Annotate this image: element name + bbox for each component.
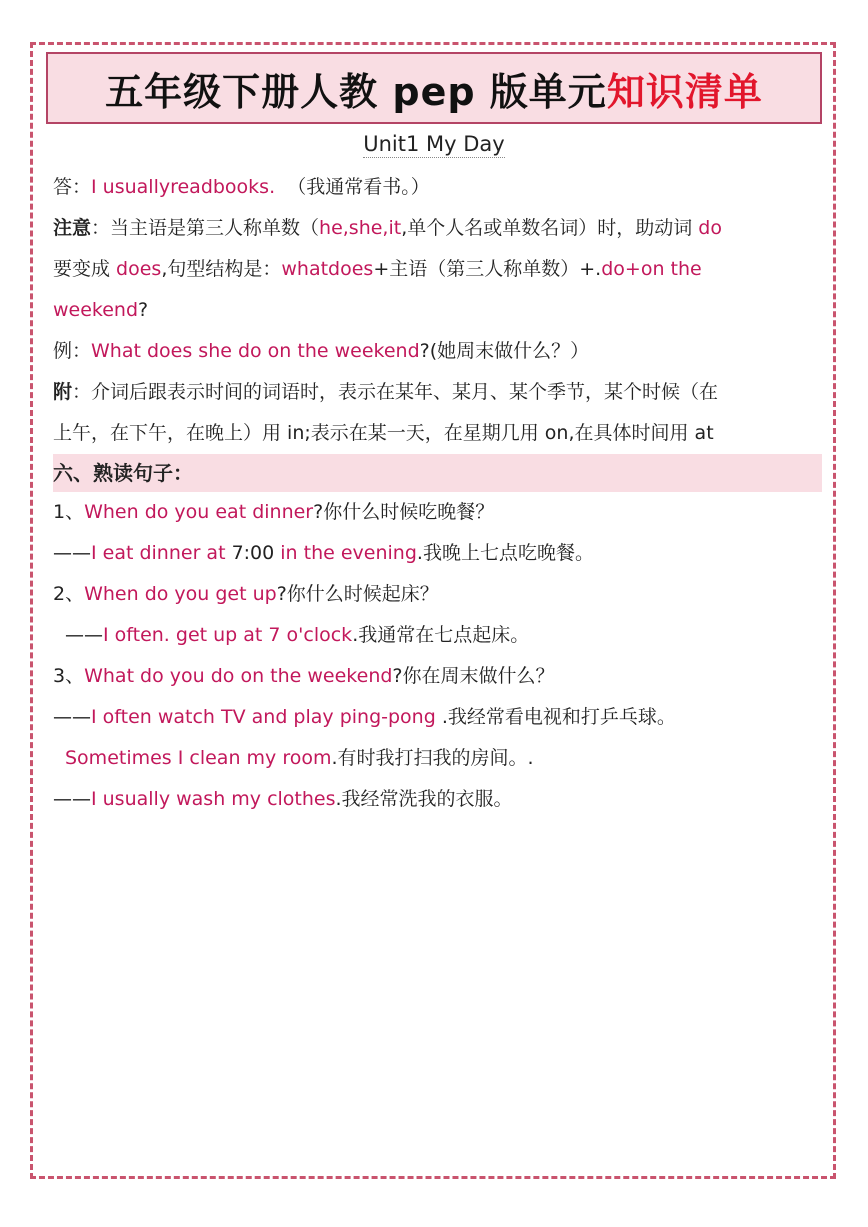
sentence-3 xyxy=(53,656,819,697)
section-title: 六、熟读句子： xyxy=(53,461,193,485)
section-heading xyxy=(53,454,822,492)
note-text-6: ? xyxy=(138,299,149,321)
answer-4 xyxy=(53,779,819,820)
note-text-1: ：当主语是第三人称单数（ xyxy=(91,217,320,239)
answer-4-chinese: .我经常洗我的衣服。 xyxy=(335,788,513,810)
answer-1-chinese: .我晚上七点吃晚餐。 xyxy=(416,542,594,564)
note-whatdoes: whatdoes xyxy=(281,258,374,280)
answer-3b-chinese: .有时我打扫我的房间。. xyxy=(331,747,534,769)
appendix-paragraph xyxy=(53,372,819,454)
answer-2-chinese: .我通常在七点起床。 xyxy=(352,624,530,646)
answer-2-time: 7 o'clock xyxy=(268,624,353,646)
note-label: 注意 xyxy=(53,217,92,239)
note-text-2: ,单个人名或单数名词）时，助动词 xyxy=(401,217,699,239)
answer-4-english: I usually wash my clothes xyxy=(91,788,336,810)
answer-4-dash: —— xyxy=(53,788,91,810)
example-chinese: ?(她周末做什么？） xyxy=(419,340,590,362)
sentence-1-chinese: ?你什么时候吃晚餐？ xyxy=(313,501,495,523)
note-text-3: 要变成 xyxy=(53,258,117,280)
sentence-2-chinese: ?你什么时候起床？ xyxy=(276,583,439,605)
answer-1-time: 7:00 xyxy=(231,542,275,564)
sentence-3-chinese: ?你在周末做什么？ xyxy=(392,665,555,687)
answer-2 xyxy=(53,615,819,656)
sentence-2-english: When do you get up xyxy=(84,583,277,605)
answer-2-english: I often. get up at xyxy=(103,624,269,646)
sentence-3-english: What do you do on the weekend xyxy=(84,665,393,687)
answer-2-dash: —— xyxy=(65,624,103,646)
answer-3-chinese: .我经常看电视和打乒乓球。 xyxy=(435,706,676,728)
note-text-4: ,句型结构是： xyxy=(161,258,282,280)
note-weekend: weekend xyxy=(53,299,139,321)
title-main: 五年级下册人教 pep 版单元 xyxy=(105,69,607,114)
answer-3-dash: —— xyxy=(53,706,91,728)
appendix-label: 附 xyxy=(53,381,73,403)
unit-subtitle-text: Unit1 My Day xyxy=(363,132,505,156)
sentence-2 xyxy=(53,574,819,615)
sentence-2-num: 2、 xyxy=(53,583,85,605)
appendix-line-1: ：介词后跟表示时间的词语时，表示在某年、某月、某个季节，某个时候（在 xyxy=(72,381,719,403)
example-english: What does she do on the weekend xyxy=(91,340,420,362)
sentence-3-num: 3、 xyxy=(53,665,85,687)
appendix-line-2: 上午，在下午，在晚上）用 in;表示在某一天，在星期几用 on,在具体时间用 at xyxy=(53,422,714,444)
sentence-1-english: When do you eat dinner xyxy=(84,501,314,523)
answer-line xyxy=(53,167,819,208)
note-do: do xyxy=(698,217,722,239)
answer-label: 答： xyxy=(53,176,92,198)
content xyxy=(53,167,819,820)
note-do-on: do+on the xyxy=(601,258,702,280)
example-line xyxy=(53,331,819,372)
note-text-5: +主语（第三人称单数）+. xyxy=(373,258,602,280)
answer-chinese: （我通常看书。） xyxy=(287,176,430,198)
answer-1-english-b: in the evening xyxy=(274,542,417,564)
unit-subtitle xyxy=(0,132,868,156)
note-paragraph xyxy=(53,208,819,331)
note-pronouns: he,she,it xyxy=(319,217,402,239)
answer-1-english-a: I eat dinner at xyxy=(91,542,232,564)
sentence-1 xyxy=(53,492,819,533)
note-does: does xyxy=(116,258,162,280)
answer-1-dash: —— xyxy=(53,542,91,564)
answer-3b-english: Sometimes I clean my room xyxy=(65,747,332,769)
answer-3 xyxy=(53,697,819,738)
answer-1 xyxy=(53,533,819,574)
title-highlight: 知识清单 xyxy=(606,69,763,114)
example-label: 例： xyxy=(53,340,92,362)
answer-3-english: I often watch TV and play ping-pong xyxy=(91,706,436,728)
answer-english: I usuallyreadbooks. xyxy=(91,176,276,198)
answer-3b xyxy=(53,738,819,779)
sentence-1-num: 1、 xyxy=(53,501,85,523)
page-title xyxy=(46,52,822,124)
